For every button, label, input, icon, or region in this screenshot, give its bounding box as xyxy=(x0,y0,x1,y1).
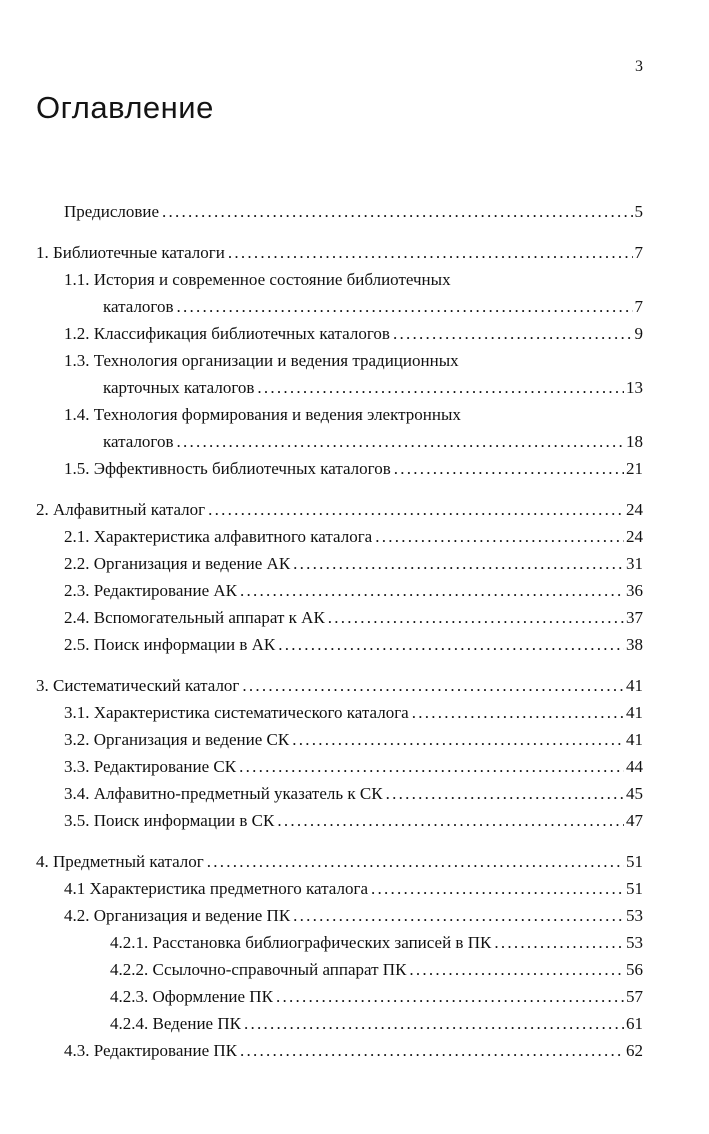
toc-entry-line xyxy=(36,956,643,983)
toc-page-number: 38 xyxy=(626,635,643,654)
toc-page-number: 41 xyxy=(626,730,643,749)
toc-entry-line xyxy=(36,1037,643,1064)
toc-entry xyxy=(36,455,643,482)
toc-page-number: 53 xyxy=(626,906,643,925)
toc-entry-text: 1.4. Технология формирования и ведения электронных xyxy=(64,405,461,424)
dot-leader xyxy=(177,293,633,320)
dot-leader xyxy=(276,983,624,1010)
toc-page-number: 37 xyxy=(626,608,643,627)
dot-leader xyxy=(177,428,625,455)
dot-leader xyxy=(162,198,632,225)
toc-entry-line xyxy=(36,726,643,753)
toc-entry xyxy=(36,550,643,577)
toc-entry-line xyxy=(36,631,643,658)
toc-entry xyxy=(36,807,643,834)
dot-leader xyxy=(240,577,624,604)
dot-leader xyxy=(412,699,624,726)
toc-entry-text: каталогов xyxy=(103,432,174,451)
toc-entry-text: 1.3. Технология организации и ведения традиционных xyxy=(64,351,459,370)
toc-entry-line xyxy=(36,455,643,482)
dot-leader xyxy=(409,956,624,983)
toc-entry xyxy=(36,780,643,807)
toc-entry-text: 4.1 Характеристика предметного каталога xyxy=(64,879,368,898)
dot-leader xyxy=(208,496,624,523)
toc-entry xyxy=(36,875,643,902)
toc-entry xyxy=(36,320,643,347)
toc-entry-text: 1.2. Классификация библиотечных каталогов xyxy=(64,324,390,343)
toc-entry-text: 2.3. Редактирование АК xyxy=(64,581,238,600)
toc-entry-line xyxy=(36,848,643,875)
toc-entry-line xyxy=(36,523,643,550)
toc-entry xyxy=(36,753,643,780)
toc-entry-line xyxy=(36,753,643,780)
table-of-contents xyxy=(36,198,643,1064)
toc-entry-line xyxy=(36,401,643,428)
dot-leader xyxy=(277,807,624,834)
toc-entry xyxy=(36,929,643,956)
toc-entry-text: 2.5. Поиск информации в АК xyxy=(64,635,276,654)
dot-leader xyxy=(242,672,624,699)
toc-entry-text: 4.3. Редактирование ПК xyxy=(64,1041,238,1060)
toc-entry-text: 3.2. Организация и ведение СК xyxy=(64,730,290,749)
toc-entry-line xyxy=(36,266,643,293)
toc-entry-text: Предисловие xyxy=(64,202,160,221)
dot-leader xyxy=(257,374,624,401)
dot-leader xyxy=(278,631,624,658)
toc-entry-text: 4. Предметный каталог xyxy=(36,852,204,871)
toc-page-number: 41 xyxy=(626,703,643,722)
toc-entry-text: 2.2. Организация и ведение АК xyxy=(64,554,291,573)
toc-entry-text: 1.5. Эффективность библиотечных каталогов xyxy=(64,459,391,478)
toc-entry-text: 4.2.3. Оформление ПК xyxy=(110,987,273,1006)
dot-leader xyxy=(394,455,624,482)
toc-entry xyxy=(36,604,643,631)
dot-leader xyxy=(375,523,624,550)
toc-entry xyxy=(36,956,643,983)
toc-entry-line xyxy=(36,672,643,699)
toc-entry-line xyxy=(36,983,643,1010)
toc-entry xyxy=(36,672,643,699)
dot-leader xyxy=(292,726,624,753)
toc-entry xyxy=(36,699,643,726)
toc-entry-line xyxy=(36,875,643,902)
toc-entry xyxy=(36,239,643,266)
dot-leader xyxy=(293,550,624,577)
toc-entry-line xyxy=(36,1010,643,1037)
toc-entry-line xyxy=(36,198,643,225)
toc-page-number: 62 xyxy=(626,1041,643,1060)
dot-leader xyxy=(228,239,633,266)
toc-entry-line xyxy=(36,604,643,631)
toc-page-number: 36 xyxy=(626,581,643,600)
toc-entry-line xyxy=(36,550,643,577)
toc-entry xyxy=(36,347,643,401)
dot-leader xyxy=(371,875,624,902)
toc-entry-line xyxy=(36,239,643,266)
toc-entry-text: 4.2.4. Ведение ПК xyxy=(110,1014,241,1033)
dot-leader xyxy=(328,604,624,631)
toc-entry-text: 3.1. Характеристика систематического каталога xyxy=(64,703,409,722)
toc-entry xyxy=(36,577,643,604)
toc-page-number: 7 xyxy=(634,297,643,316)
toc-entry-text: 4.2.1. Расстановка библиографических записей в ПК xyxy=(110,933,492,952)
toc-entry-text: 3.3. Редактирование СК xyxy=(64,757,237,776)
toc-page-number: 44 xyxy=(626,757,643,776)
toc-entry-line xyxy=(36,496,643,523)
dot-leader xyxy=(240,1037,624,1064)
toc-entry-text: 1.1. История и современное состояние библиотечных xyxy=(64,270,451,289)
toc-entry xyxy=(36,401,643,455)
dot-leader xyxy=(244,1010,624,1037)
toc-entry-text: 3.4. Алфавитно-предметный указатель к СК xyxy=(64,784,383,803)
dot-leader xyxy=(239,753,624,780)
toc-page-number: 31 xyxy=(626,554,643,573)
toc-entry-continuation-line xyxy=(36,374,643,401)
toc-page-number: 45 xyxy=(626,784,643,803)
dot-leader xyxy=(386,780,624,807)
dot-leader xyxy=(494,929,624,956)
toc-entry-text: 4.2.2. Ссылочно-справочный аппарат ПК xyxy=(110,960,407,979)
toc-entry-continuation-line xyxy=(36,293,643,320)
toc-entry-text: 3. Систематический каталог xyxy=(36,676,240,695)
toc-entry-text: 2.4. Вспомогательный аппарат к АК xyxy=(64,608,325,627)
toc-entry-text: 1. Библиотечные каталоги xyxy=(36,243,225,262)
toc-entry xyxy=(36,902,643,929)
toc-page-number: 41 xyxy=(626,676,643,695)
toc-entry-line xyxy=(36,699,643,726)
page-number: 3 xyxy=(635,58,643,75)
toc-page-number: 18 xyxy=(626,432,643,451)
toc-entry-line xyxy=(36,807,643,834)
toc-entry-text: 3.5. Поиск информации в СК xyxy=(64,811,275,830)
toc-entry-line xyxy=(36,320,643,347)
toc-page-number: 57 xyxy=(626,987,643,1006)
toc-page-number: 47 xyxy=(626,811,643,830)
page-title: Оглавление xyxy=(36,90,214,125)
toc-page-number: 24 xyxy=(626,500,643,519)
toc-entry xyxy=(36,266,643,320)
toc-page-number: 7 xyxy=(634,243,643,262)
toc-entry xyxy=(36,631,643,658)
toc-entry xyxy=(36,496,643,523)
toc-page-number: 53 xyxy=(626,933,643,952)
toc-page-number: 56 xyxy=(626,960,643,979)
toc-entry-text: каталогов xyxy=(103,297,174,316)
toc-entry xyxy=(36,1037,643,1064)
toc-entry xyxy=(36,848,643,875)
toc-entry-line xyxy=(36,780,643,807)
toc-page-number: 21 xyxy=(626,459,643,478)
toc-entry xyxy=(36,726,643,753)
dot-leader xyxy=(393,320,633,347)
toc-entry-text: 2. Алфавитный каталог xyxy=(36,500,206,519)
toc-entry-text: карточных каталогов xyxy=(103,378,255,397)
toc-page-number: 51 xyxy=(626,852,643,871)
toc-entry-line xyxy=(36,929,643,956)
toc-entry-text: 2.1. Характеристика алфавитного каталога xyxy=(64,527,373,546)
toc-entry-line xyxy=(36,902,643,929)
toc-page-number: 13 xyxy=(626,378,643,397)
toc-entry xyxy=(36,198,643,225)
toc-page-number: 51 xyxy=(626,879,643,898)
toc-entry xyxy=(36,983,643,1010)
toc-page-number: 9 xyxy=(634,324,643,343)
toc-page-number: 24 xyxy=(626,527,643,546)
toc-entry-line xyxy=(36,577,643,604)
toc-page-number: 5 xyxy=(634,202,643,221)
toc-entry-text: 4.2. Организация и ведение ПК xyxy=(64,906,291,925)
dot-leader xyxy=(207,848,624,875)
toc-entry xyxy=(36,523,643,550)
dot-leader xyxy=(293,902,624,929)
toc-entry xyxy=(36,1010,643,1037)
toc-entry-continuation-line xyxy=(36,428,643,455)
toc-page-number: 61 xyxy=(626,1014,643,1033)
toc-entry-line xyxy=(36,347,643,374)
